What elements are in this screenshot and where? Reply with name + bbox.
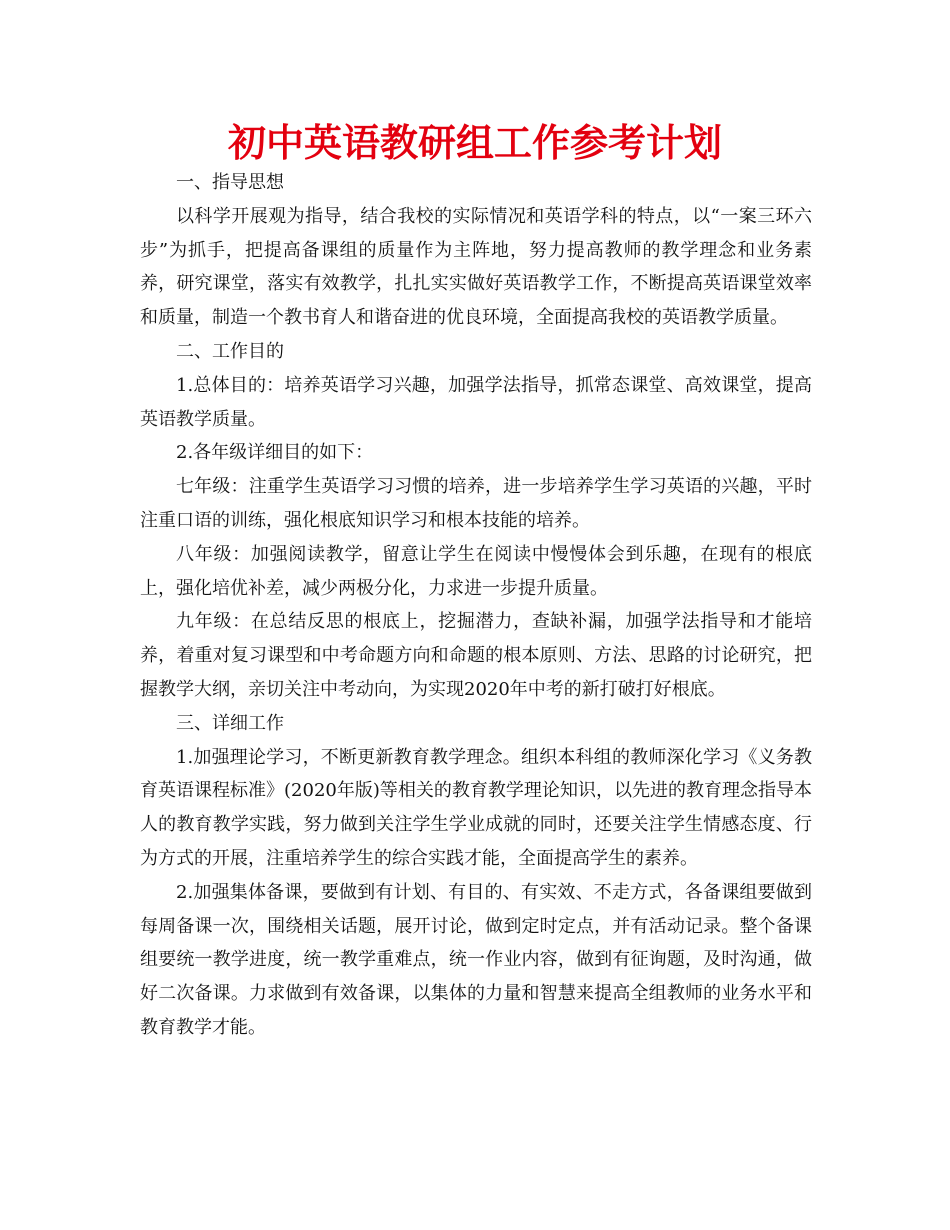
document-body: [140, 166, 812, 1045]
paragraph: 2.各年级详细目的如下：: [176, 442, 374, 464]
heading-detailed-work: 三、详细工作: [176, 712, 284, 734]
paragraph: 1.总体目的：培养英语学习兴趣，加强学法指导，抓常态课堂、高效课堂，提高英语教学质量。: [140, 374, 812, 430]
paragraph: 七年级：注重学生英语学习习惯的培养，进一步培养学生学习英语的兴趣，平时注重口语的训练，强化根底知识学习和根本技能的培养。: [140, 476, 812, 531]
document-title: 初中英语教研组工作参考计划: [227, 120, 722, 165]
heading-work-goals: 二、工作目的: [176, 340, 284, 362]
paragraph: 以科学开展观为指导，结合我校的实际情况和英语学科的特点，以“一案三环六步”为抓手，把提高备课组的质量作为主阵地，努力提高教师的教学理念和业务素养，研究课堂，落实有效教学，扎扎实实做好英语教学工作，不断提高英语课堂效率和质量，制造一个教书育人和谐奋进的优良环境，全面提高我校的英语教学质量。: [140, 205, 812, 329]
paragraph: 2.加强集体备课，要做到有计划、有目的、有实效、不走方式，各备课组要做到每周备课一次，围绕相关话题，展开讨论，做到定时定点，并有活动记录。整个备课组要统一教学进度，统一教学重难点，统一作业内容，做到有征询题，及时沟通，做好二次备课。力求做到有效备课，以集体的力量和智慧来提高全组教师的业务水平和教育教学才能。: [140, 881, 812, 1038]
heading-guiding-ideology: 一、指导思想: [176, 172, 284, 193]
paragraph: 九年级：在总结反思的根底上，挖掘潜力，查缺补漏，加强学法指导和才能培养，着重对复习课型和中考命题方向和命题的根本原则、方法、思路的讨论研究，把握教学大纲，亲切关注中考动向，为实现2020年中考的新打破打好根底。: [140, 611, 812, 700]
paragraph: 1.加强理论学习，不断更新教育教学理念。组织本科组的教师深化学习《义务教育英语课程标准》(2020年版)等相关的教育教学理论知识，以先进的教育理念指导本人的教育教学实践，努力做到关注学生学业成就的同时，还要关注学生情感态度、行为方式的开展，注重培养学生的综合实践才能，全面提高学生的素养。: [140, 746, 812, 869]
paragraph: 八年级：加强阅读教学，留意让学生在阅读中慢慢体会到乐趣，在现有的根底上，强化培优补差，减少两极分化，力求进一步提升质量。: [140, 543, 812, 599]
